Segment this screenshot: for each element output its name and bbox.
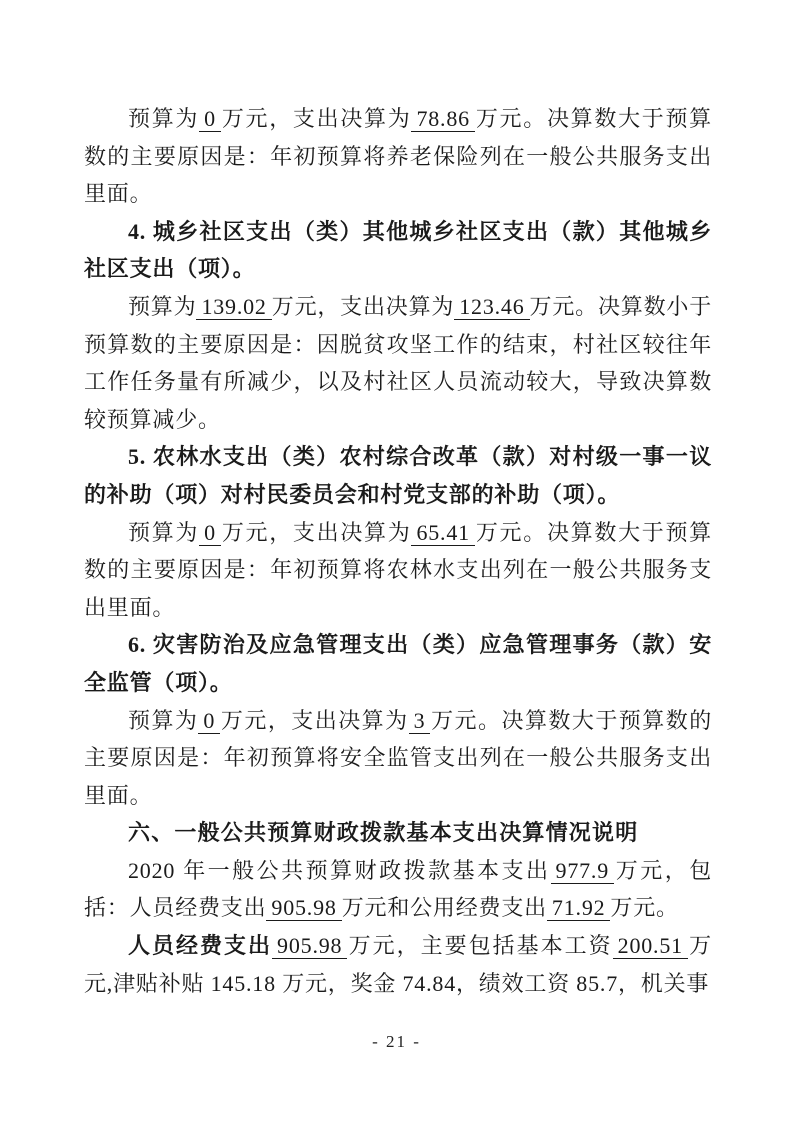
text-run: 预算为 — [128, 707, 199, 733]
underlined-value: 977.9 — [551, 858, 615, 884]
text-run: 2020 年一般公共预算财政拨款基本支出 — [128, 857, 551, 883]
text-run: 万元，支出决算为 — [220, 707, 409, 733]
underlined-value: 200.51 — [613, 933, 688, 959]
underlined-value: 71.92 — [547, 895, 611, 921]
para-basic-expenditure-total — [84, 852, 712, 927]
underlined-value: 905.98 — [266, 895, 341, 921]
text-run: 预算为 — [128, 293, 197, 319]
text-run: 万元。决算数大于预算数的主要原因是：年初预算将安全监管支出列在一般公共服务支出里面。 — [84, 707, 712, 808]
underlined-value: 0 — [199, 520, 221, 546]
text-run: 六、一般公共预算财政拨款基本支出决算情况说明 — [128, 820, 639, 846]
text-run: 万元，支出决算为 — [220, 106, 412, 131]
text-run: 万元。决算数大于预算数的主要原因是：年初预算将养老保险列在一般公共服务支出里面。 — [84, 106, 712, 207]
text-run: 万元和公用经费支出 — [341, 895, 547, 921]
underlined-value: 78.86 — [411, 106, 475, 132]
document-body — [84, 100, 712, 1002]
underlined-value: 65.41 — [411, 520, 475, 546]
text-run: 5. 农林水支出（类）农村综合改革（款）对村级一事一议的补助（项）对村民委员会和村党支部的补助（项）。 — [84, 444, 712, 507]
text-run: 万元。决算数小于预算数的主要原因是：因脱贫攻坚工作的结束，村社区较往年工作任务量有所减少，以及村社区人员流动较大，导致决算数较预算减少。 — [84, 293, 713, 432]
text-run: 万元。决算数大于预算数的主要原因是：年初预算将农林水支出列在一般公共服务支出里面。 — [84, 519, 712, 620]
text-run: 6. 灾害防治及应急管理支出（类）应急管理事务（款）安全监管（项）。 — [84, 632, 712, 695]
para-item-4-note — [84, 288, 712, 438]
heading-item-5 — [84, 438, 712, 513]
text-run: 预算为 — [128, 106, 200, 131]
underlined-value: 0 — [198, 708, 220, 734]
para-item-6-note — [84, 702, 712, 815]
para-pension-note — [84, 100, 712, 213]
text-run: 预算为 — [128, 519, 200, 545]
heading-section-six — [84, 814, 712, 852]
bold-text: 人员经费支出 — [128, 933, 273, 959]
heading-item-4 — [84, 213, 712, 288]
underlined-value: 3 — [409, 708, 431, 734]
page-number: - 21 - — [372, 1032, 421, 1051]
underlined-value: 123.46 — [454, 294, 529, 320]
text-run: 万元，包括：人员经费支出 — [84, 857, 712, 921]
text-run: 万元，主要包括基本工资 — [347, 933, 613, 959]
para-item-5-note — [84, 514, 712, 627]
underlined-value: 905.98 — [272, 933, 347, 959]
text-run: 万元,津贴补贴 145.18 万元，奖金 74.84，绩效工资 85.7，机关事 — [84, 933, 712, 996]
para-personnel-expenditure — [84, 927, 712, 1002]
text-run: 万元，支出决算为 — [271, 293, 455, 319]
underlined-value: 0 — [199, 106, 221, 132]
text-run: 万元，支出决算为 — [220, 519, 412, 545]
underlined-value: 139.02 — [196, 294, 271, 320]
text-run: 4. 城乡社区支出（类）其他城乡社区支出（款）其他城乡社区支出（项）。 — [84, 218, 712, 282]
heading-item-6 — [84, 626, 712, 701]
text-run: 万元。 — [610, 895, 679, 921]
